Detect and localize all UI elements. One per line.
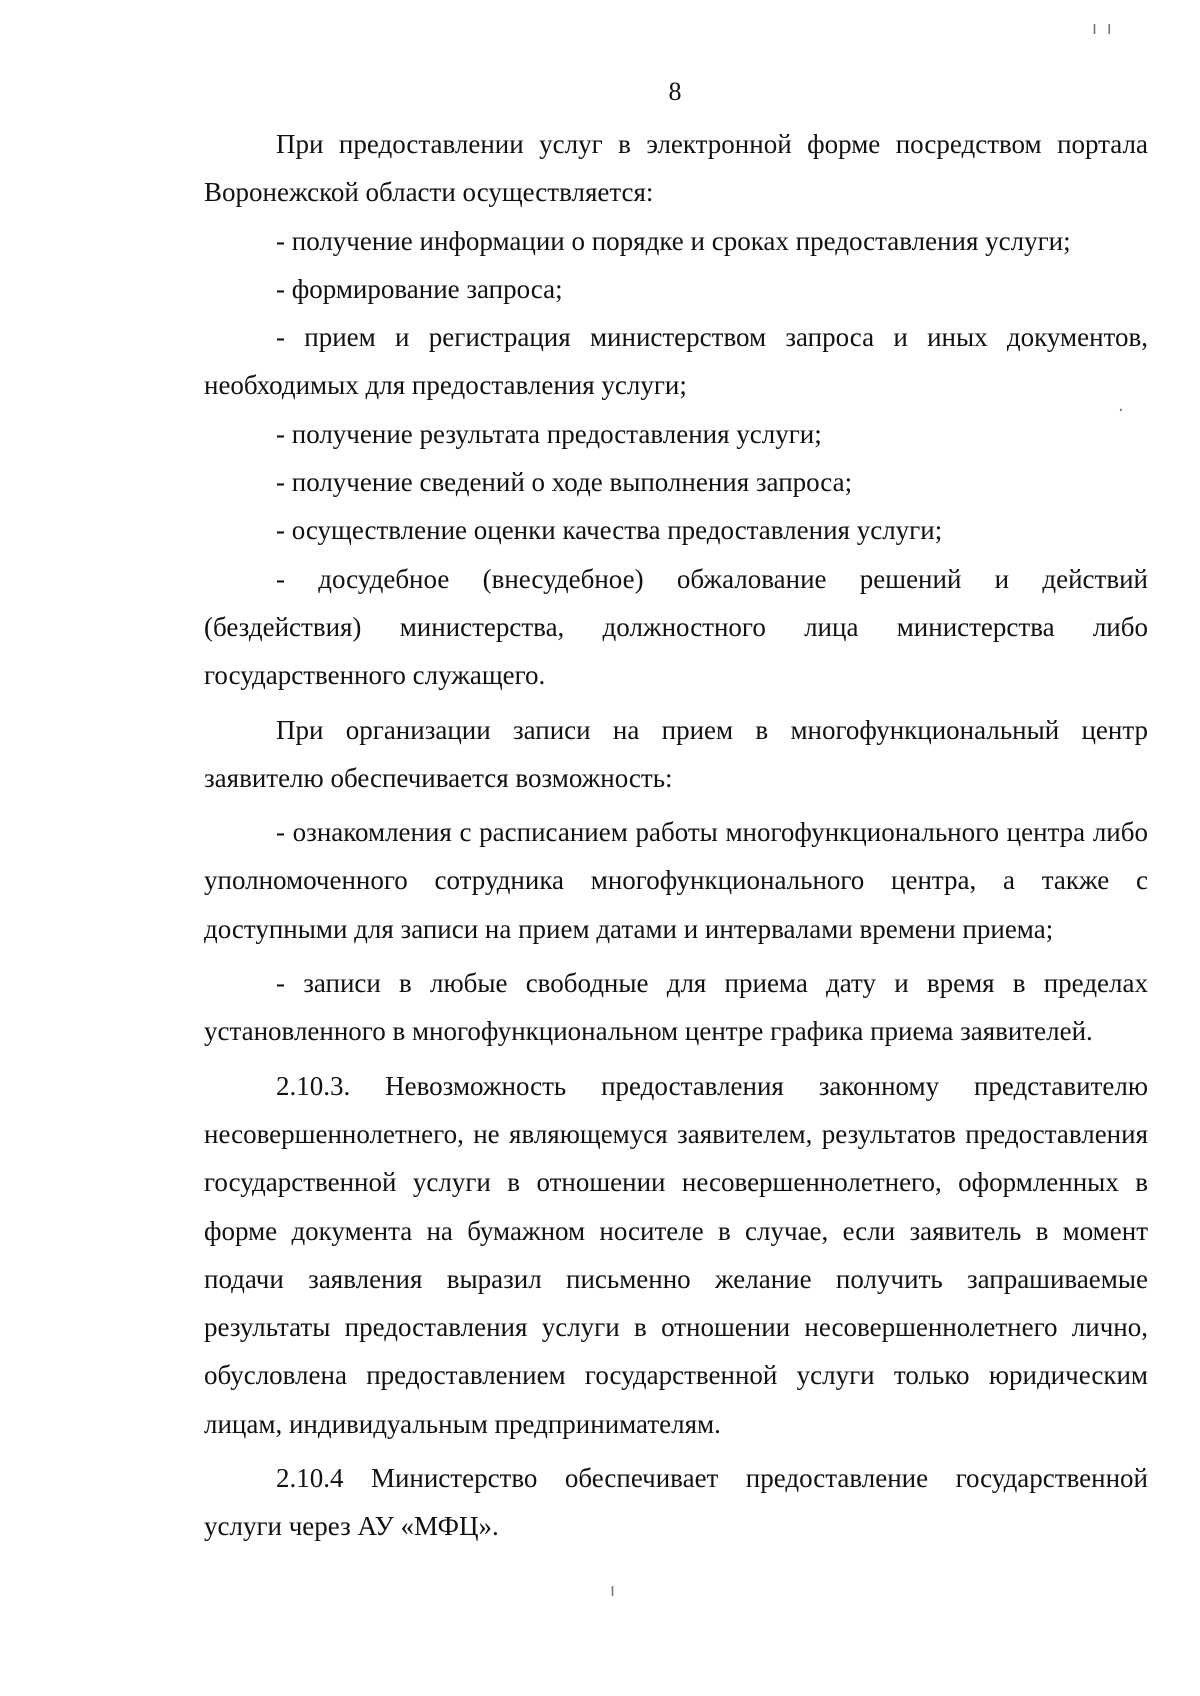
list-item-info: - получение информации о порядке и сроках предоставления услуги;: [276, 225, 1071, 256]
scan-mark-top: ı ı: [1092, 18, 1114, 39]
list-item-status: - получение сведений о ходе выполнения запроса;: [276, 467, 853, 498]
scan-mark-margin: ·: [1118, 400, 1126, 421]
list-item-registration: - прием и регистрация министерством запроса и иных документов, необходимых для предоставления услуги;: [204, 322, 1148, 401]
paragraph-2-10-3: 2.10.3. Невозможность предоставления законному представителю несовершеннолетнего, не являющемуся заявителем, результатов предоставления государственной услуги в отношении несовершеннолетнего, оформленных в форме документа на бумажном носителе в случае, если заявитель в момент подачи заявления выразил письменно желание получить запрашиваемые результаты предоставления услуги в отношении несовершеннолетнего лично, обусловлена предоставлением государственной услуги только юридическим лицам, индивидуальным предпринимателям.: [204, 1070, 1148, 1439]
paragraph-2-10-4: 2.10.4 Министерство обеспечивает предоставление государственной услуги через АУ «МФЦ».: [204, 1463, 1148, 1542]
list-item-booking: - записи в любые свободные для приема дату и время в пределах установленного в многофункциональном центре графика приема заявителей.: [204, 968, 1148, 1047]
scan-mark-bottom: ı: [610, 1580, 618, 1601]
list-item-schedule: - ознакомления с расписанием работы многофункционального центра либо уполномоченного сотрудника многофункционального центра, а также с доступными для записи на прием датами и интервалами времени приема;: [204, 817, 1148, 944]
document-body: [204, 120, 1148, 1551]
paragraph-mfc-intro: При организации записи на прием в многофункциональный центр заявителю обеспечивается возможность:: [204, 714, 1148, 793]
list-item-quality: - осуществление оценки качества предоставления услуги;: [276, 515, 943, 546]
page-number: 8: [668, 77, 682, 106]
list-item-appeal: - досудебное (внесудебное) обжалование решений и действий (бездействия) министерства, должностного лица министерства либо государственного служащего.: [204, 563, 1148, 691]
list-item-result: - получение результата предоставления услуги;: [276, 418, 822, 449]
paragraph-portal-intro: При предоставлении услуг в электронной форме посредством портала Воронежской области осуществляется:: [204, 129, 1148, 208]
list-item-request: - формирование запроса;: [276, 273, 563, 304]
